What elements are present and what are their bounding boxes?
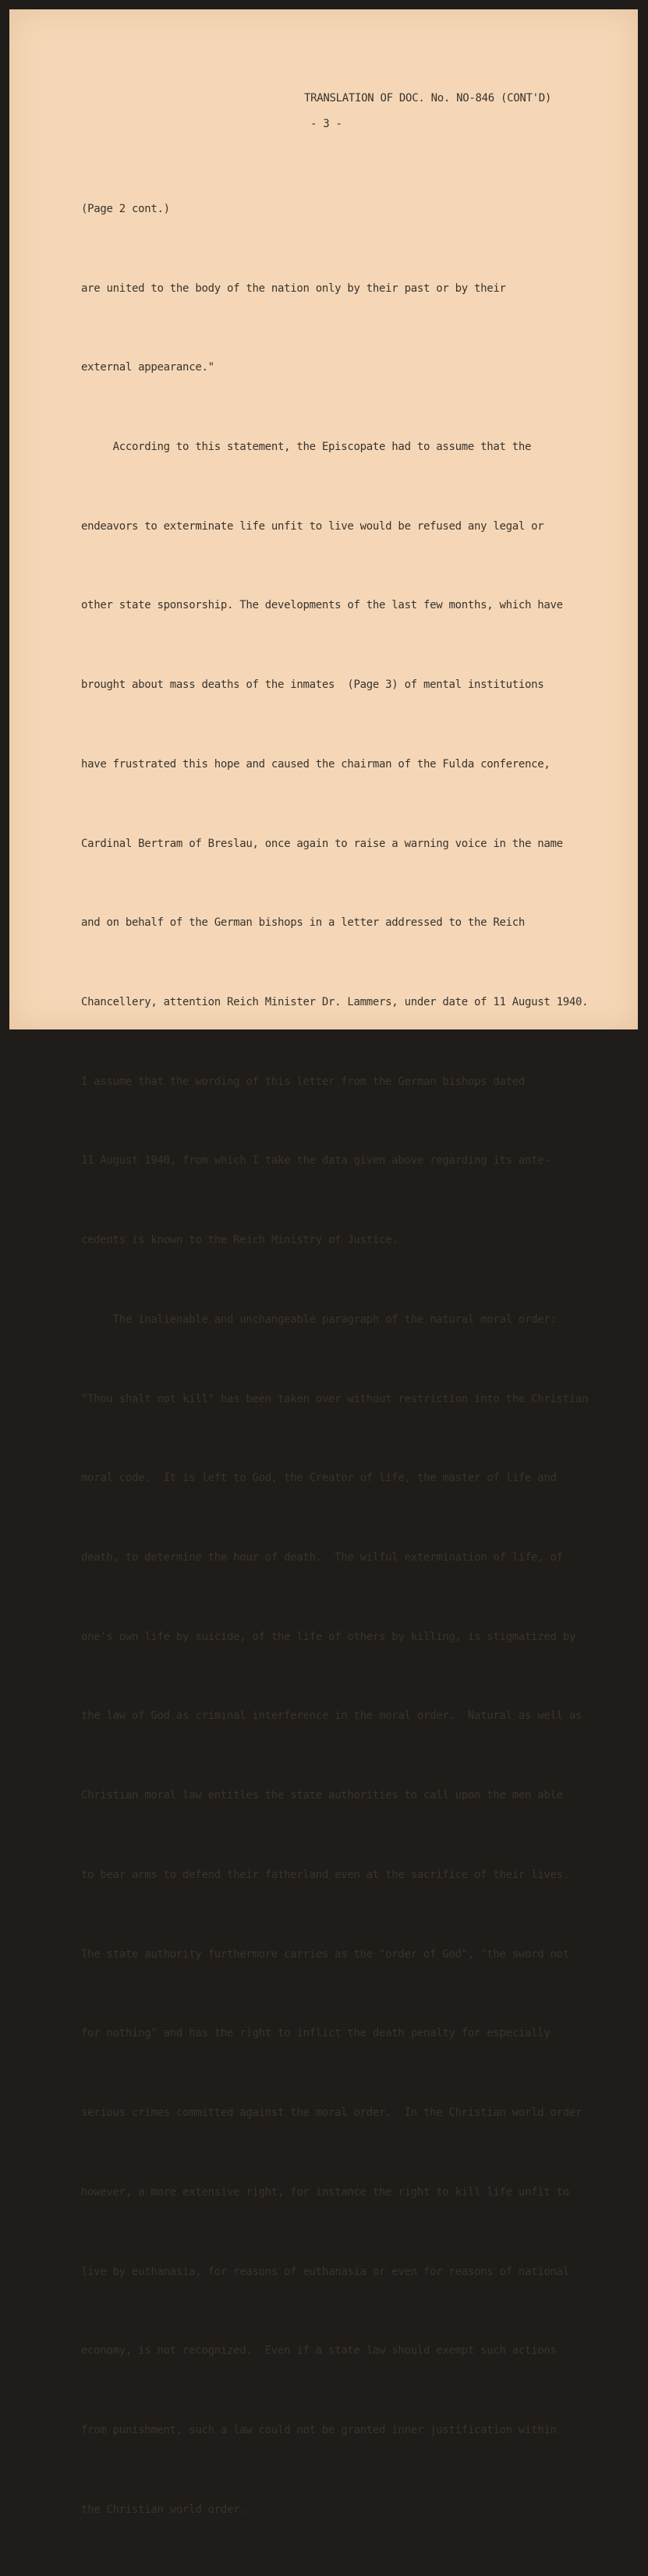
- text-line: Christian moral law entitles the state authorities to call upon the men able: [81, 1789, 563, 1802]
- text-line: (Page 2 cont.): [81, 202, 170, 215]
- text-line: live by euthanasia, for reasons of euthanasia or even for reasons of national: [81, 2265, 569, 2278]
- text-line: have frustrated this hope and caused the chairman of the Fulda conference,: [81, 757, 551, 771]
- text-line: The state authority furthermore carries as the "order of God", "the sword not: [81, 1947, 569, 1961]
- text-line: one's own life by suicide, of the life of others by killing, is stigmatized by: [81, 1630, 576, 1643]
- text-line: cedents is known to the Reich Ministry of Justice.: [81, 1234, 398, 1247]
- text-line: 11 August 1940, from which I take the data given above regarding its ante-: [81, 1154, 551, 1168]
- text-line: other state sponsorship. The developments of the last few months, which have: [81, 599, 563, 612]
- text-line: serious crimes committed against the moral order. In the Christian world order: [81, 2107, 582, 2120]
- text-line: endeavors to exterminate life unfit to live would be refused any legal or: [81, 519, 544, 533]
- text-line: external appearance.": [81, 361, 214, 374]
- text-line: "Thou shalt not kill" has been taken over without restriction into the Christian: [81, 1392, 589, 1405]
- typed-page: [9, 9, 638, 2516]
- text-line: and on behalf of the German bishops in a letter addressed to the Reich: [81, 916, 526, 930]
- text-line: brought about mass deaths of the inmates (Page 3) of mental institutions: [81, 679, 544, 692]
- text-line: The inalienable and unchangeable paragraph of the natural moral order:: [81, 1313, 557, 1326]
- text-line: the law of God as criminal interference in the moral order. Natural as well as: [81, 1710, 582, 1723]
- text-line: are united to the body of the nation only by their past or by their: [81, 282, 506, 295]
- text-line: however, a more extensive right, for instance the right to kill life unfit to: [81, 2185, 569, 2199]
- text-line: for nothing" and has the right to inflict the death penalty for especially: [81, 2027, 551, 2040]
- text-line: the Christian world order.: [81, 2503, 246, 2516]
- text-line: Cardinal Bertram of Breslau, once again to raise a warning voice in the name: [81, 837, 563, 850]
- text-line: moral code. It is left to God, the Creator of life, the master of life and: [81, 1472, 557, 1485]
- text-line: I assume that the wording of this letter from the German bishops dated: [81, 1075, 526, 1088]
- text-line: from punishment, such a law could not be granted inner justification within: [81, 2423, 557, 2436]
- page-number: - 3 -: [310, 118, 342, 130]
- text-line: economy, is not recognized. Even if a state law should exempt such actions: [81, 2344, 557, 2358]
- document-body: [81, 144, 588, 2576]
- text-line: death, to determine the hour of death. The wilful extermination of life, of: [81, 1551, 563, 1564]
- document-heading: TRANSLATION OF DOC. No. NO-846 (CONT'D): [304, 92, 552, 105]
- text-line: to bear arms to defend their fatherland even at the sacrifice of their lives.: [81, 1868, 569, 1881]
- text-line: Chancellery, attention Reich Minister Dr. Lammers, under date of 11 August 1940.: [81, 996, 589, 1008]
- text-line: According to this statement, the Episcopate had to assume that the: [81, 440, 532, 453]
